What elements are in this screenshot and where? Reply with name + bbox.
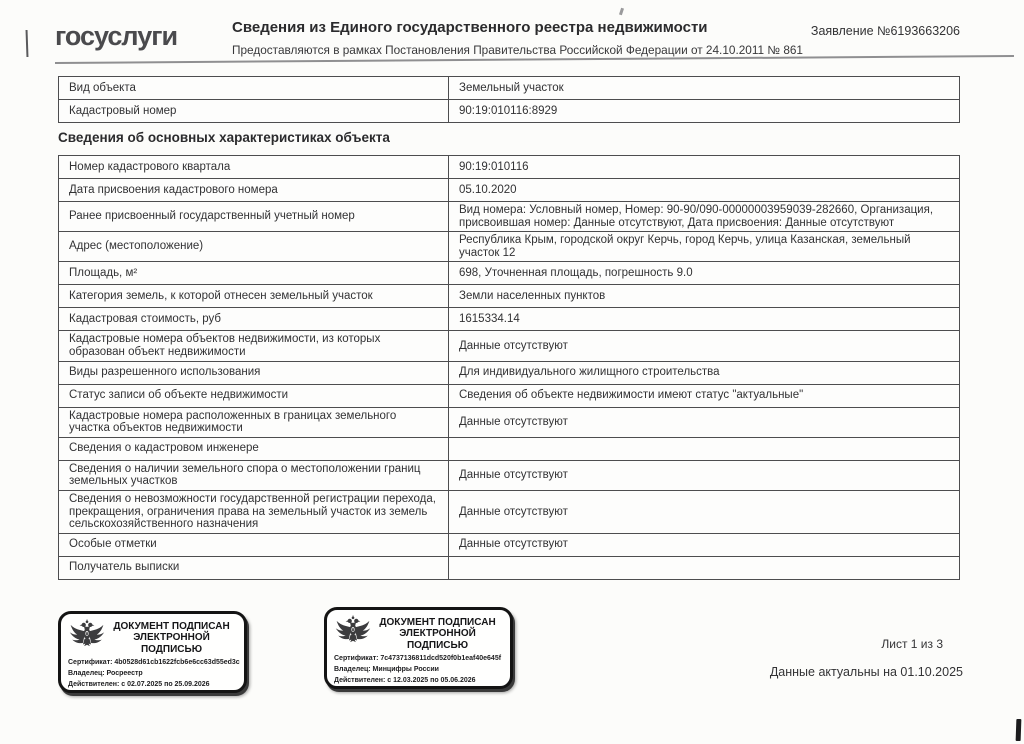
row-label: Сведения о наличии земельного спора о местоположении границ земельных участков: [59, 461, 449, 490]
row-value: Земли населенных пунктов: [459, 290, 606, 303]
application-number: Заявление №6193663206: [810, 24, 960, 38]
table-row: [59, 307, 959, 330]
document-title: Сведения из Единого государственного реестра недвижимости: [232, 19, 708, 36]
table-row: [59, 490, 959, 533]
stamp-owner: Владелец: Минцифры России: [334, 665, 439, 673]
table-row: [59, 99, 959, 122]
document-subtitle: Предоставляются в рамках Постановления Правительства Российской Федерации от 24.10.2011 № 861: [232, 43, 803, 57]
table-row: [59, 460, 959, 490]
row-value: Данные отсутствуют: [459, 469, 568, 482]
row-label: Получатель выписки: [59, 557, 449, 579]
table-row: [59, 384, 959, 407]
table-row: [59, 437, 959, 460]
stamp-validity: Действителен: с 02.07.2025 по 25.09.2026: [68, 680, 210, 688]
row-value: Вид номера: Условный номер, Номер: 90-90/090-00000003959039-282660, Организация, присвоившая номер: Данные отсутствуют, Дата присвоения: Данные отсутствуют: [459, 204, 934, 229]
row-label: Статус записи об объекте недвижимости: [59, 385, 449, 407]
row-value: 05.10.2020: [459, 183, 517, 196]
table-row: [59, 361, 959, 384]
stamp-certificate: Сертификат: 7c4737136811dcd520f0b1eaf40e645f: [334, 655, 502, 662]
gosuslugi-logo: госуслуги: [55, 21, 178, 51]
table-row: [59, 284, 959, 307]
sheet-number: Лист 1 из 3: [881, 637, 943, 651]
stamp-validity: Действителен: с 12.03.2025 по 05.06.2026: [334, 676, 476, 684]
table-row: [59, 178, 959, 201]
table-row: [59, 533, 959, 556]
section-title: Сведения об основных характеристиках объекта: [58, 130, 390, 145]
table-row: [59, 556, 959, 579]
row-label: Адрес (местоположение): [59, 232, 449, 261]
data-actuality-date: Данные актуальны на 01.10.2025: [769, 665, 963, 679]
digital-signature-stamp-mintsifry: [324, 607, 513, 689]
row-value: Для индивидуального жилищного строительства: [459, 366, 720, 379]
row-label: Вид объекта: [59, 77, 449, 99]
row-label: Виды разрешенного использования: [59, 362, 449, 384]
stamp-title: ДОКУМЕНТ ПОДПИСАН ЭЛЕКТРОННОЙ ПОДПИСЬЮ: [379, 616, 496, 651]
scan-artifact-mark: [1016, 719, 1022, 741]
row-value: 90:19:010116:8929: [459, 104, 558, 117]
row-value: Данные отсутствуют: [459, 339, 568, 352]
row-value: 90:19:010116: [459, 160, 529, 173]
row-value: 698, Уточненная площадь, погрешность 9.0: [459, 267, 693, 280]
stamp-header: [68, 619, 237, 657]
digital-signature-stamp-rosreestr: [58, 611, 247, 693]
table-row: [59, 231, 959, 261]
row-label: Кадастровый номер: [59, 100, 449, 122]
row-label: Сведения о невозможности государственной регистрации перехода, прекращения, ограничения права на земельный участок из земель сельскохозяйственного назначения: [59, 491, 449, 533]
row-value: [449, 557, 959, 579]
scan-artifact-mark: [619, 8, 624, 16]
row-label: Номер кадастрового квартала: [59, 156, 449, 178]
table-row: [59, 201, 959, 231]
row-value: 1615334.14: [459, 313, 520, 326]
row-label: Категория земель, к которой отнесен земельный участок: [59, 285, 449, 307]
stamp-header: [334, 615, 503, 653]
object-summary-table: [58, 76, 960, 123]
row-label: Кадастровые номера объектов недвижимости, из которых образован объект недвижимости: [59, 331, 449, 360]
row-value: Данные отсутствуют: [459, 415, 568, 428]
table-row: [59, 156, 959, 178]
table-row: [59, 77, 959, 99]
row-value: [449, 438, 959, 460]
coat-of-arms-eagle-icon: [334, 615, 372, 653]
row-label: Кадастровая стоимость, руб: [59, 308, 449, 330]
row-label: Площадь, м²: [59, 262, 449, 284]
row-label: Кадастровые номера расположенных в границах земельного участка объектов недвижимости: [59, 408, 449, 437]
stamp-title: ДОКУМЕНТ ПОДПИСАН ЭЛЕКТРОННОЙ ПОДПИСЬЮ: [113, 620, 230, 655]
stamp-certificate: Сертификат: 4b0528d61cb1622fcb6e6cc63d55ed3c: [68, 659, 240, 666]
row-label: Сведения о кадастровом инженере: [59, 438, 449, 460]
row-value: Сведения об объекте недвижимости имеют статус "актуальные": [459, 389, 804, 402]
row-label: Ранее присвоенный государственный учетный номер: [59, 202, 449, 231]
table-row: [59, 330, 959, 360]
row-value: Данные отсутствуют: [459, 505, 568, 518]
row-value: Данные отсутствуют: [459, 538, 568, 551]
coat-of-arms-eagle-icon: [68, 619, 106, 657]
row-value: Земельный участок: [459, 81, 564, 94]
row-label: Особые отметки: [59, 534, 449, 556]
table-row: [59, 407, 959, 437]
row-value: Республика Крым, городской округ Керчь, город Керчь, улица Казанская, земельный участок 12: [459, 234, 911, 259]
scan-artifact-mark: [26, 30, 29, 57]
table-row: [59, 261, 959, 284]
characteristics-table: [58, 155, 960, 580]
row-label: Дата присвоения кадастрового номера: [59, 179, 449, 201]
stamp-owner: Владелец: Росреестр: [68, 669, 143, 677]
